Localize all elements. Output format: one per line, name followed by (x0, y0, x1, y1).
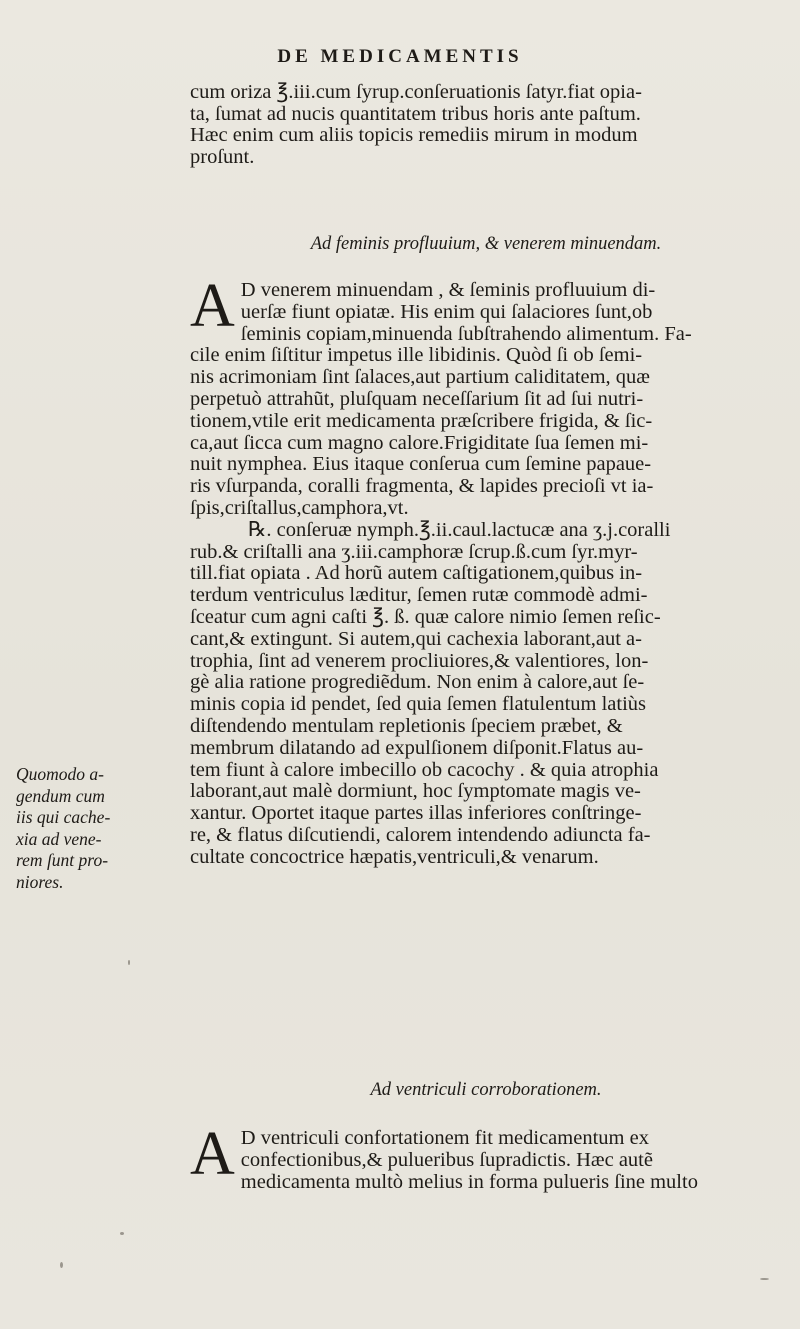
text-line: confectionibus,& pulueribus ſupradictis. Hæc autẽ (240, 1148, 653, 1171)
text-line: trophia, ſint ad venerem procliuiores,& valentiores, lon- (190, 649, 649, 672)
text-line: ſeminis copiam,minuenda ſubſtrahendo alimentum. Fa- (240, 322, 692, 345)
paper-speck (60, 1262, 63, 1268)
text-line: till.fiat opiata . Ad horũ autem caſtigationem,quibus in- (190, 562, 643, 585)
text-line: tionem,vtile erit medicamenta præſcribere frigida, & ſic- (190, 409, 653, 432)
text-line: ca,aut ſicca cum magno calore.Frigiditate ſua ſemen mi- (190, 431, 649, 454)
text-line: cant,& extingunt. Si autem,qui cachexia laborant,aut a- (190, 627, 642, 650)
text-line: proſunt. (190, 145, 255, 168)
text-line: cultate concoctrice hæpatis,ventriculi,& venarum. (190, 845, 599, 868)
text-line: xantur. Oportet itaque partes illas inferiores conſtringe- (190, 802, 642, 825)
margin-line: niores. (16, 871, 64, 892)
text-line: re, & flatus diſcutiendi, calorem intendendo adiuncta fa- (190, 823, 651, 846)
text-line: medicamenta multò melius in forma pulueris ſine multo (240, 1170, 698, 1193)
text-line: cum oriza ℥.iii.cum ſyrup.conſeruationis ſatyr.fiat opia- (190, 81, 642, 103)
text-line: membrum dilatando ad expulſionem diſponit.Flatus au- (190, 736, 644, 759)
text-line: nuit nymphea. Eius itaque conſerua cum ſemine papaue- (190, 453, 652, 476)
margin-line: gendum cum (16, 785, 105, 806)
paper-speck (120, 1232, 124, 1235)
text-line: nis acrimoniam ſint ſalaces,aut partium caliditatem, quæ (190, 366, 650, 389)
paper-speck (128, 960, 130, 965)
text-line: D ventriculi confortationem fit medicamentum ex (240, 1127, 649, 1149)
text-line: tem fiunt à calore imbecillo ob cacochy . & quia atrophia (190, 758, 659, 781)
text-line: Hæc enim cum aliis topicis remediis mirum in modum (190, 124, 638, 146)
margin-line: xia ad vene- (16, 828, 102, 849)
paper-speck (760, 1278, 769, 1280)
text-line: terdum ventriculus læditur, ſemen rutæ commodè admi- (190, 584, 648, 607)
text-line: ta, ſumat ad nucis quantitatem tribus horis ante paſtum. (190, 102, 641, 125)
text-line: minis copia id pendet, ſed quia ſemen flatulentum latiùs (190, 693, 647, 716)
running-header: DE MEDICAMENTIS (277, 46, 523, 67)
margin-line: rem ſunt pro- (16, 850, 109, 871)
text-line: rub.& criſtalli ana ʒ.iii.camphoræ ſcrup.ß.cum ſyr.myr- (190, 540, 638, 563)
text-line: ris vſurpanda, coralli fragmenta, & lapides precioſi vt ia- (190, 475, 654, 498)
margin-line: iis qui cache- (16, 807, 111, 828)
marginal-note (16, 764, 186, 894)
section-heading-feminis: Ad feminis profluuium, & venerem minuendam. (310, 234, 662, 254)
text-line: diſtendendo mentulam repletionis ſpeciem præbet, & (190, 714, 623, 737)
text-line: perpetuò attrahũt, pluſquam neceſſarium ſit ad ſui nutri- (190, 387, 644, 410)
drop-cap: A (190, 1120, 235, 1188)
margin-line: Quomodo a- (16, 764, 104, 784)
text-line: ſpis,criſtallus,camphora,vt. (190, 496, 409, 519)
text-line: cile enim ſiſtitur impetus ille libidinis. Quòd ſi ob ſemi- (190, 344, 643, 367)
text-line: D venerem minuendam , & ſeminis profluuium di- (240, 279, 656, 301)
text-line: laborant,aut malè dormiunt, hoc ſymptomate magis ve- (190, 780, 641, 803)
text-line: ℞. conſeruæ nymph.℥.ii.caul.lactucæ ana ʒ.j.coralli (248, 518, 671, 541)
section-heading-ventriculi: Ad ventriculi corroborationem. (370, 1080, 602, 1100)
section-body-feminis (190, 272, 782, 869)
drop-cap: A (190, 272, 235, 340)
text-line: ſceatur cum agni caſti ℥. ß. quæ calore nimio ſemen reſic- (190, 605, 661, 628)
text-line: gè alia ratione progrediẽdum. Non enim à calore,aut ſe- (190, 671, 645, 694)
text-line: uerſæ fiunt opiatæ. His enim qui ſalaciores ſunt,ob (240, 300, 653, 323)
section-body-ventriculi (190, 1120, 782, 1193)
opening-paragraph (190, 82, 782, 168)
